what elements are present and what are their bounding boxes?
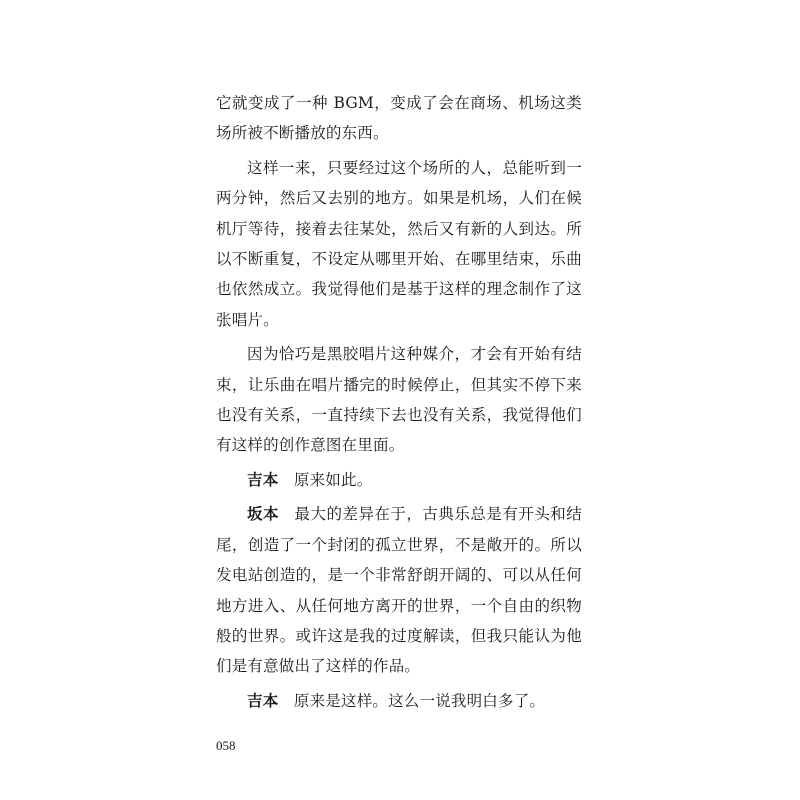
speaker-name: 坂本 xyxy=(247,504,279,524)
page-number: 058 xyxy=(216,738,236,753)
dialogue-line xyxy=(216,686,582,716)
paragraph xyxy=(216,339,582,461)
dialogue-line xyxy=(216,499,582,681)
dialogue-line xyxy=(216,465,582,495)
paragraph xyxy=(216,153,582,335)
body-text xyxy=(216,88,582,720)
paragraph-text: 这样一来，只要经过这个场所的人，总能听到一两分钟，然后又去别的地方。如果是机场，人们在候机厅等待，接着去往某处，然后又有新的人到达。所以不断重复，不设定从哪里开始、在哪里结束，乐曲也依然成立。我觉得他们是基于这样的理念制作了这张唱片。 xyxy=(216,158,582,329)
dialogue-text: 最大的差异在于，古典乐总是有开头和结尾，创造了一个封闭的孤立世界，不是敞开的。所以发电站创造的，是一个非常舒朗开阔的、可以从任何地方进入、从任何地方离开的世界，一个自由的织物般的世界。或许这是我的过度解读，但我只能认为他们是有意做出了这样的作品。 xyxy=(216,505,582,676)
paragraph-text: 它就变成了一种 BGM，变成了会在商场、机场这类场所被不断播放的东西。 xyxy=(216,94,582,143)
speaker-name: 吉本 xyxy=(247,690,279,710)
dialogue-text: 原来是这样。这么一说我明白多了。 xyxy=(293,691,546,710)
paragraph-text: 因为恰巧是黑胶唱片这种媒介，才会有开始有结束，让乐曲在唱片播完的时候停止，但其实不停下来也没有关系，一直持续下去也没有关系，我觉得他们有这样的创作意图在里面。 xyxy=(216,345,582,455)
speaker-name: 吉本 xyxy=(247,469,279,489)
paragraph-continuation xyxy=(216,88,582,149)
dialogue-text: 原来如此。 xyxy=(293,470,373,489)
